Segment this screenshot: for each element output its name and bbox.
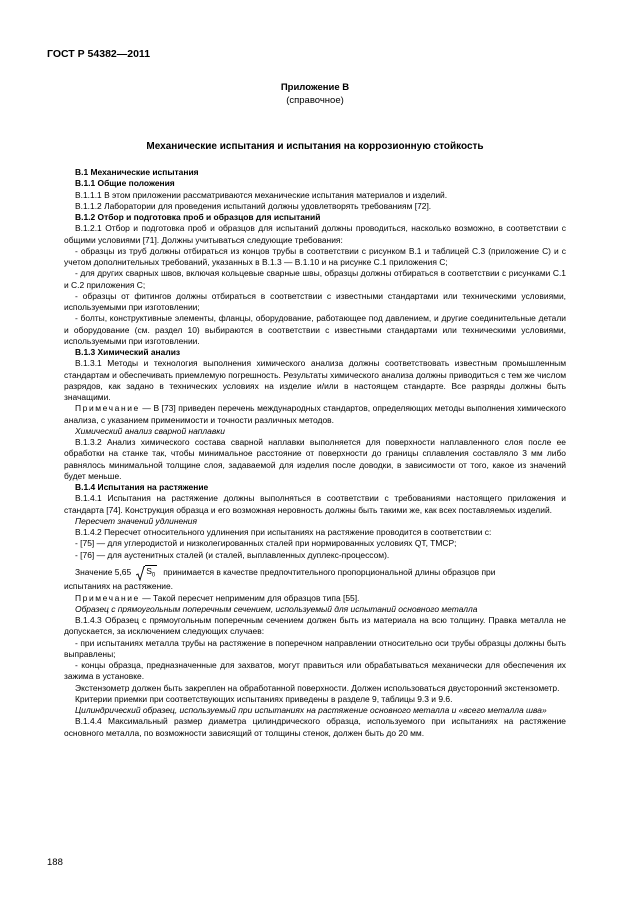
- paragraph: В.1.4.4 Максимальный размер диаметра цилиндрического образца, используемого при испытаниях на растяжение основного металла, по возможности зависящий от толщины стенок, должен быть до 20 мм.: [64, 716, 566, 738]
- paragraph: В.1.4.2 Пересчет относительного удлинения при испытаниях на растяжение проводится в соответствии с:: [75, 527, 492, 537]
- note-paragraph: [64, 593, 566, 604]
- note-label: Примечание: [75, 403, 140, 414]
- subheading-italic: Пересчет значений удлинения: [75, 515, 198, 526]
- appendix-heading: [0, 81, 630, 107]
- section-heading: В.1.1 Общие положения: [75, 178, 175, 189]
- paragraph: В.1.2.1 Отбор и подготовка проб и образцов для испытаний должны проводиться, насколько возможно, в соответствии с общими условиями [71]. Должны учитываться следующие требования:: [64, 223, 566, 245]
- appendix-note: (справочное): [286, 95, 344, 106]
- appendix-title: Механические испытания и испытания на коррозионную стойкость: [146, 141, 484, 152]
- square-root-formula: [136, 565, 157, 582]
- radicand-symbol: S: [146, 565, 152, 576]
- standard-header: ГОСТ Р 54382—2011: [47, 48, 151, 60]
- paragraph: В.1.1.2 Лаборатории для проведения испытаний должны удовлетворять требованиям [72].: [75, 200, 432, 211]
- paragraph: В.1.3.1 Методы и технология выполнения химического анализа должны соответствовать известным промышленным стандартам и обеспечивать приемлемую погрешность. Результаты химического анализа должны приводиться с тем же числом разрядов, как задано в технических условиях на изделие и/или в настоящем стандарте. Все разряды должны быть значащими.: [64, 358, 566, 402]
- list-item: - [75] — для углеродистой и низколегированных сталей при нормированных условиях QT, TMCP;: [75, 538, 457, 549]
- paragraph-continuation: испытаниях на растяжение.: [64, 581, 174, 592]
- document-body: [64, 167, 566, 739]
- appendix-label: Приложение В: [280, 82, 350, 93]
- note-label: Примечание: [75, 592, 140, 603]
- section-heading: В.1.2 Отбор и подготовка проб и образцов для испытаний: [75, 212, 321, 222]
- list-item: - болты, конструктивные элементы, фланцы, оборудование, работающее под давлением, и другие соединительные детали и оборудование (см. раздел 10) выбираются в соответствии с известными стандартами или техническими условиями, используемыми при изготовлении.: [64, 313, 566, 346]
- radicand: [145, 565, 157, 582]
- formula-line: [64, 565, 566, 582]
- section-heading: В.1.4 Испытания на растяжение: [75, 482, 209, 492]
- subheading-italic: Образец с прямоугольным поперечным сечением, используемый для испытаний основного металла: [75, 603, 478, 614]
- paragraph: В.1.4.1 Испытания на растяжение должны выполняться в соответствии с требованиями настоящего приложения и стандарта [74]. Конструкция образца и его возможная неровность должны быть такими же, как всех поставляемых изделий.: [64, 493, 566, 515]
- note-paragraph: [64, 403, 566, 426]
- section-heading: В.1 Механические испытания: [75, 167, 199, 177]
- list-item: - концы образца, предназначенные для захватов, могут правиться или обрабатываться механически для обеспечения их зажима в установке.: [64, 660, 566, 682]
- paragraph: В.1.4.3 Образец с прямоугольным поперечным сечением должен быть из материала на всю толщину. Правка металла не допускается, за исключением следующих случаев:: [64, 615, 566, 637]
- list-item: - для других сварных швов, включая кольцевые сварные швы, образцы должны отбираться в соответствии с рисунками С.1 и С.2 приложения С;: [64, 268, 566, 290]
- section-heading: В.1.3 Химический анализ: [75, 347, 181, 357]
- radical-sign-icon: [136, 566, 145, 581]
- paragraph: В.1.3.2 Анализ химического состава сварной наплавки выполняется для поверхности наплавленного слоя после ее обработки на станке так, чтобы минимальное расстояние от поверхности до границы сплавления составляло 3 мм либо равнялось минимальной толщине слоя, задаваемой для изделия после доводки, в зависимости от того, какое из значений будет меньше.: [64, 437, 566, 481]
- radicand-subscript: 0: [151, 572, 156, 579]
- paragraph: Экстензометр должен быть закреплен на обработанной поверхности. Должен использоваться двусторонний экстензометр.: [75, 682, 560, 693]
- list-item: - при испытаниях металла трубы на растяжение в поперечном направлении относительно оси трубы образцы должны быть выправлены;: [64, 637, 566, 659]
- subheading-italic: Химический анализ сварной наплавки: [75, 425, 225, 436]
- paragraph: Критерии приемки при соответствующих испытаниях приведены в разделе 9, таблицы 9.3 и 9.6.: [75, 693, 453, 704]
- list-item: - образцы из труб должны отбираться из концов трубы в соответствии с рисунком В.1 и таблицей С.3 (приложение С) и с учетом дополнительных требований, указанных в В.1.3 — В.1.10 и на рисунке С.1 приложения С;: [64, 245, 566, 267]
- list-item: - образцы от фитингов должны отбираться в соответствии с известными стандартами или техническими условиями, используемыми при изготовлении;: [64, 290, 566, 312]
- formula-suffix: принимается в качестве предпочтительного пропорциональной длины образцов при: [163, 567, 496, 578]
- note-text: — Такой пересчет неприменим для образцов типа [55].: [139, 592, 360, 603]
- formula-prefix: Значение 5,65: [75, 567, 132, 578]
- list-item: - [76] — для аустенитных сталей (и сталей, выплавленных дуплекс-процессом).: [75, 549, 390, 560]
- page-number: 188: [47, 857, 63, 868]
- paragraph: В.1.1.1 В этом приложении рассматриваются механические испытания материалов и изделий.: [75, 189, 448, 200]
- subheading-italic: Цилиндрический образец, используемый при испытаниях на растяжение основного металла и «всего металла шва»: [75, 705, 547, 716]
- note-text: — В [73] приведен перечень международных стандартов, определяющих методы выполнения химического анализа, с указанием применимости и точности различных методов.: [64, 403, 566, 425]
